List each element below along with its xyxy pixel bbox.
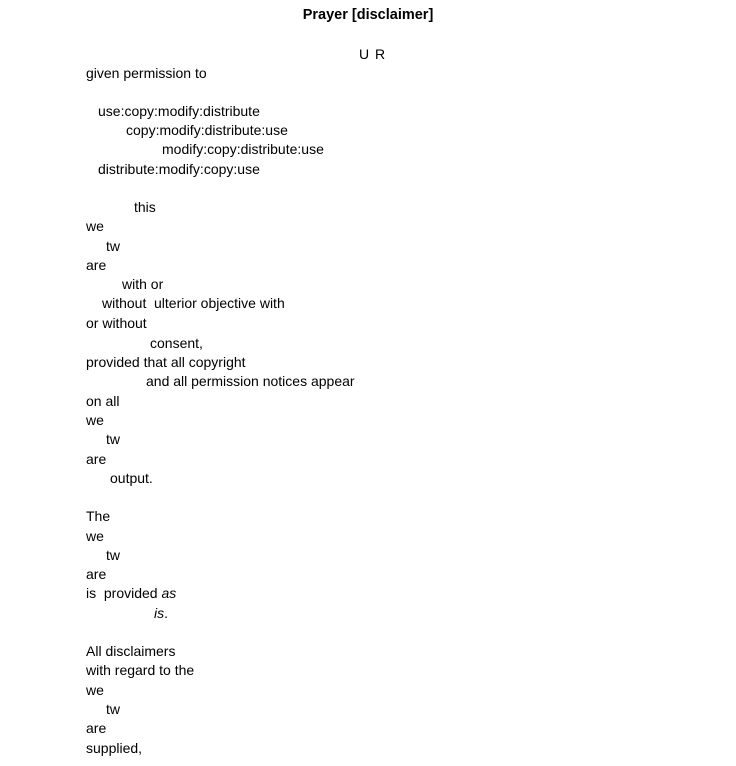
text-line: are: [86, 257, 107, 273]
text-line: distribute:modify:copy:use: [98, 161, 260, 177]
header-initials: U R: [359, 46, 387, 62]
text-line: [86, 584, 176, 602]
text-line: given permission to: [86, 65, 207, 81]
text-line: are: [86, 720, 107, 736]
text-segment: is provided: [86, 585, 162, 601]
text-line: supplied,: [86, 740, 143, 756]
text-line: we: [86, 528, 104, 544]
text-line: with or: [122, 276, 164, 292]
text-line: ulterior objective with: [154, 295, 285, 311]
italic-text: as: [161, 585, 177, 601]
text-line: we: [86, 218, 104, 234]
text-segment: .: [164, 605, 169, 621]
text-line: on all: [86, 393, 120, 409]
text-line: tw: [106, 547, 120, 563]
text-line: use:copy:modify:distribute: [98, 103, 260, 119]
text-line: this: [134, 199, 156, 215]
text-line: are: [86, 451, 107, 467]
italic-text: is: [154, 605, 165, 621]
text-line: we: [86, 412, 104, 428]
text-line: [154, 604, 168, 622]
text-line: or without: [86, 315, 147, 331]
text-line: All disclaimers: [86, 643, 176, 659]
text-line: tw: [106, 238, 120, 254]
text-line: provided that all copyright: [86, 354, 246, 370]
text-line: The: [86, 508, 111, 524]
text-line: and all permission notices appear: [146, 373, 355, 389]
text-line: we: [86, 682, 104, 698]
text-line: output.: [110, 470, 153, 486]
text-line: tw: [106, 431, 120, 447]
text-line: with regard to the: [86, 662, 195, 678]
page-title: Prayer [disclaimer]: [302, 7, 434, 23]
text-line: without: [102, 295, 147, 311]
text-line: are: [86, 566, 107, 582]
text-line: modify:copy:distribute:use: [162, 141, 324, 157]
text-line: tw: [106, 701, 120, 717]
text-line: consent,: [150, 335, 203, 351]
text-line: copy:modify:distribute:use: [126, 122, 288, 138]
